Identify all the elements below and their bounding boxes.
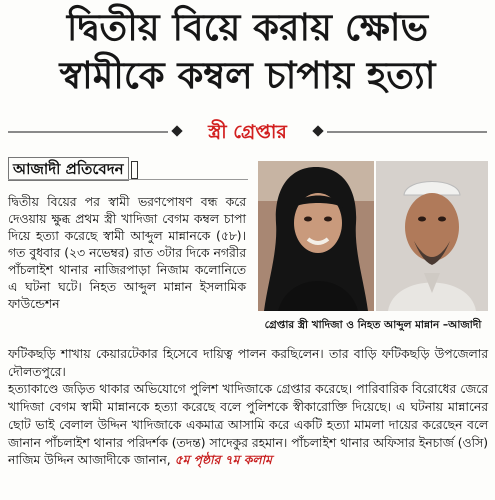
photo-accused (258, 161, 374, 311)
byline-marker (131, 161, 138, 179)
photo-victim (376, 161, 488, 311)
body-full-width (8, 346, 488, 470)
headline-line-2: স্বামীকে কম্বল চাপায় হত্যা (59, 54, 436, 97)
byline (8, 157, 138, 181)
subheadline: স্ত্রী গ্রেপ্তার (208, 121, 287, 143)
byline-text: আজাদী প্রতিবেদন (8, 157, 129, 181)
paragraph-2 (8, 381, 488, 470)
man-portrait-image (376, 161, 488, 311)
right-rule (327, 131, 487, 133)
body-column (8, 194, 246, 313)
photo-caption: গ্রেপ্তার স্ত্রী খাদিজা ও নিহত আব্দুল মান্নান –আজাদী (264, 319, 482, 331)
byline-rule (8, 179, 248, 180)
paragraph-1-continued: ফটিকছড়ি শাখায় কেয়ারটেকার হিসেবে দায়িত্ব পালন করছিলেন। তার বাড়ি ফটিকছড়ি উপজেলার দৌলতপুরে। (8, 347, 488, 379)
subheadline-row (8, 118, 487, 146)
continued-on-page: ৫ম পৃষ্ঠার ৭ম কলাম (174, 453, 272, 468)
photo-block (258, 161, 488, 339)
paragraph-1: দ্বিতীয় বিয়ের পর স্বামী ভরণপোষণ বন্ধ করে দেওয়ায় ক্ষুব্ধ প্রথম স্ত্রী খাদিজা বেগম কম্বল চাপা দিয়ে হত্যা করেছে স্বামী আব্দুল মান্নানকে (৫৮)। গত বুধবার (২৩ নভেম্বর) রাত ৩টার দিকে নগরীর পাঁচলাইশ থানার নাজিরপাড়া নিজাম কলোনিতে এ ঘটনা ঘটে। নিহত আব্দুল মান্নান ইসলামিক ফাউন্ডেশন (8, 195, 246, 311)
headline-line-1: দ্বিতীয় বিয়ে করায় ক্ষোভ (66, 6, 429, 49)
woman-portrait-image (258, 161, 374, 311)
paragraph-2-text: হত্যাকাণ্ডে জড়িত থাকার অভিযোগে পুলিশ খাদিজাকে গ্রেপ্তার করেছে। পারিবারিক বিরোধের জেরে খাদিজা বেগম স্বামী মান্নানকে হত্যা করেছে বলে পুলিশকে স্বীকারোক্তি দিয়েছে। এ ঘটনায় মান্নানের ছোট ভাই বেলাল উদ্দিন খাদিজাকে একমাত্র আসামি করে একটি হত্যা মামলা দায়ের করেছেন বলে জানান পাঁচলাইশ থানার পরিদর্শক (তদন্ত) সাদেকুর রহমান। পাঁচলাইশ থানার অফিসার ইনচার্জ (ওসি) নাজিম উদ্দিন আজাদীকে জানান, (8, 382, 488, 468)
